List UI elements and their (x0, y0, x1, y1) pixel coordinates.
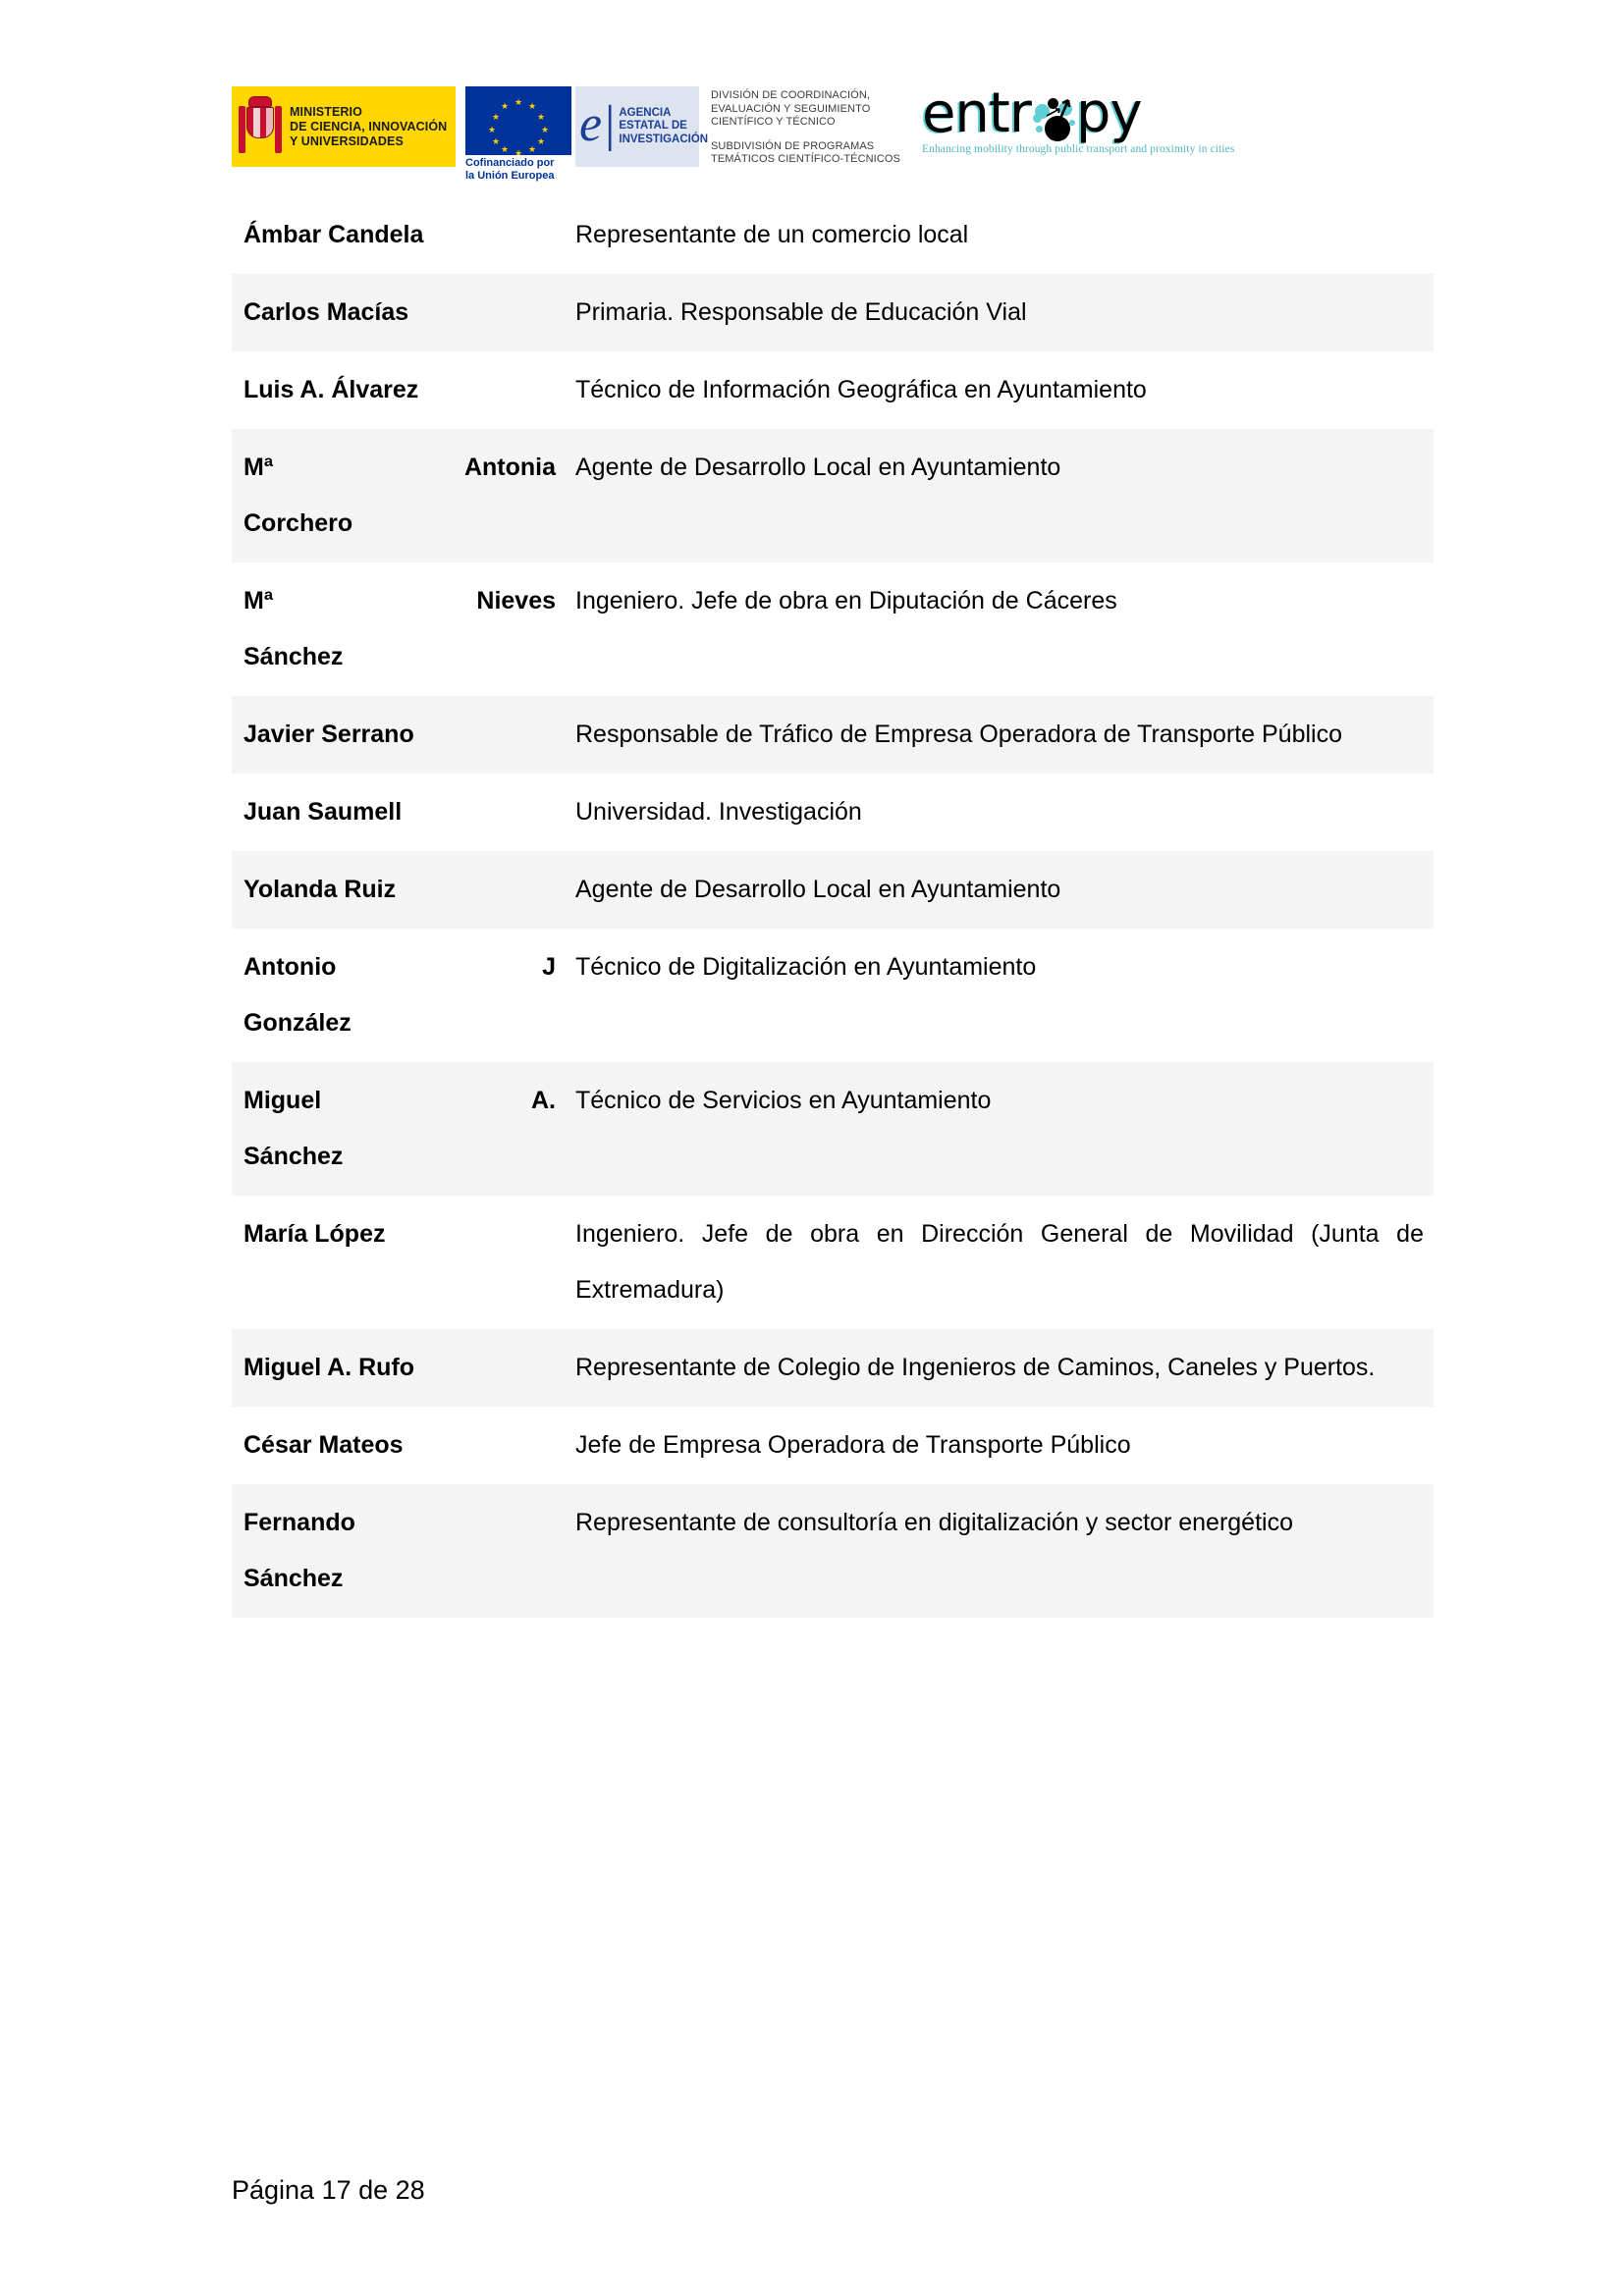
participant-role-text: Técnico de Información Geográfica en Ayuntamiento (575, 376, 1147, 403)
participant-role-cell (569, 1407, 1434, 1484)
page-footer (232, 2174, 425, 2207)
eu-flag-icon: ★ ★ ★ ★ ★ ★ ★ ★ ★ ★ ★ ★ (465, 86, 571, 155)
table-row (232, 274, 1434, 351)
participant-name-line: Mª Nieves (244, 587, 556, 614)
participant-role-cell (569, 1329, 1434, 1407)
participant-name-line: Javier Serrano (244, 721, 414, 748)
table-row (232, 1062, 1434, 1196)
participant-role-cell (569, 851, 1434, 929)
participant-role-text: Ingeniero. Jefe de obra en Dirección General de Movilidad (Junta de Extremadura) (575, 1220, 1424, 1304)
participant-role-cell (569, 1062, 1434, 1196)
participant-name-line: Sánchez (244, 643, 344, 670)
table-row (232, 1407, 1434, 1484)
logo-strip (232, 81, 1392, 185)
table-row (232, 929, 1434, 1062)
division-block-1 (711, 89, 900, 130)
participant-role-cell (569, 696, 1434, 774)
participant-name-line: Miguel A. Rufo (244, 1354, 415, 1381)
ministerio-logo (232, 86, 456, 167)
participant-role-text: Ingeniero. Jefe de obra en Diputación de Cáceres (575, 587, 1117, 614)
table-row (232, 774, 1434, 851)
participant-name-line: María López (244, 1220, 386, 1248)
participant-name-cell (232, 274, 569, 351)
aei-monogram-icon: e| (579, 96, 617, 152)
entropy-molecule-icon (1031, 90, 1076, 141)
participant-name-cell (232, 774, 569, 851)
ministerio-line-1: MINISTERIO (290, 104, 362, 119)
header-logo-band (232, 81, 1392, 185)
participants-table-body (232, 196, 1434, 1618)
entropy-tagline: Enhancing mobility through public transport and proximity in cities (921, 143, 1235, 155)
table-row (232, 351, 1434, 429)
participant-role-cell (569, 274, 1434, 351)
participant-name-cell (232, 351, 569, 429)
division-b1-line-2: EVALUACIÓN Y SEGUIMIENTO (711, 102, 871, 115)
spain-coat-of-arms-icon (238, 96, 283, 157)
participant-role-text: Representante de un comercio local (575, 221, 969, 248)
participant-name-line: Carlos Macías (244, 298, 409, 326)
participant-name-line: Antonio J (244, 953, 556, 981)
participant-name-line: Luis A. Álvarez (244, 376, 419, 403)
participant-name-line: Sánchez (244, 1143, 344, 1170)
eu-caption-line-2: la Unión Europea (465, 170, 555, 182)
division-text-block (711, 86, 900, 167)
participant-role-text: Representante de consultoría en digitalización y sector energético (575, 1509, 1293, 1536)
aei-line-1: AGENCIA (619, 106, 672, 119)
participant-role-text: Agente de Desarrollo Local en Ayuntamiento (575, 454, 1061, 481)
participant-name-cell (232, 1196, 569, 1329)
participant-name-cell (232, 1062, 569, 1196)
participant-name-cell (232, 929, 569, 1062)
participant-role-cell (569, 429, 1434, 562)
aei-line-3: INVESTIGACIÓN (619, 133, 709, 145)
participant-name-line: Mª Antonia (244, 454, 556, 481)
participant-role-text: Primaria. Responsable de Educación Vial (575, 298, 1027, 326)
ministerio-line-2: DE CIENCIA, INNOVACIÓN (290, 119, 448, 133)
participant-name-line: González (244, 1009, 352, 1037)
table-row (232, 851, 1434, 929)
participant-role-cell (569, 929, 1434, 1062)
participant-name-cell (232, 851, 569, 929)
participants-table (232, 196, 1434, 1618)
table-row (232, 1484, 1434, 1618)
aei-line-2: ESTATAL DE (619, 120, 687, 133)
participant-name-line: Yolanda Ruiz (244, 876, 397, 903)
table-row (232, 1329, 1434, 1407)
aei-text (619, 107, 708, 147)
division-b1-line-3: CIENTÍFICO Y TÉCNICO (711, 116, 836, 128)
participant-name-cell (232, 429, 569, 562)
table-row (232, 429, 1434, 562)
european-union-logo (465, 86, 571, 183)
participant-name-cell (232, 696, 569, 774)
participant-name-cell (232, 562, 569, 696)
entropy-wordmark (921, 81, 1187, 145)
participant-name-line: Miguel A. (244, 1087, 556, 1114)
participant-name-cell (232, 1407, 569, 1484)
participant-role-text: Responsable de Tráfico de Empresa Operadora de Transporte Público (575, 721, 1343, 748)
participant-role-cell (569, 774, 1434, 851)
agencia-estatal-investigacion-logo (575, 86, 709, 167)
page-number-label: Página 17 de 28 (232, 2175, 425, 2205)
entropy-word-before: entr (921, 81, 1031, 145)
participant-role-text: Técnico de Servicios en Ayuntamiento (575, 1087, 992, 1114)
participant-name-line: César Mateos (244, 1431, 404, 1459)
participant-name-cell (232, 1329, 569, 1407)
eu-caption (465, 157, 571, 183)
participant-role-text: Técnico de Digitalización en Ayuntamiento (575, 953, 1037, 981)
participant-name-line: Corchero (244, 509, 353, 537)
participant-role-cell (569, 351, 1434, 429)
table-row (232, 196, 1434, 274)
participant-name-cell (232, 1484, 569, 1618)
participant-name-line: Fernando (244, 1509, 355, 1536)
eu-caption-line-1: Cofinanciado por (465, 157, 555, 169)
table-row (232, 1196, 1434, 1329)
participant-role-cell (569, 1484, 1434, 1618)
division-b2-line-1: SUBDIVISIÓN DE PROGRAMAS (711, 139, 875, 152)
division-b2-line-2: TEMÁTICOS CIENTÍFICO-TÉCNICOS (711, 153, 900, 165)
participant-role-text: Agente de Desarrollo Local en Ayuntamiento (575, 876, 1061, 903)
participant-name-line: Ámbar Candela (244, 221, 424, 248)
entropy-project-logo (921, 81, 1235, 155)
participant-role-text: Representante de Colegio de Ingenieros de Caminos, Caneles y Puertos. (575, 1354, 1376, 1381)
table-row (232, 562, 1434, 696)
participant-role-text: Jefe de Empresa Operadora de Transporte Público (575, 1431, 1131, 1459)
participant-role-cell (569, 196, 1434, 274)
participant-role-cell (569, 1196, 1434, 1329)
participant-name-cell (232, 196, 569, 274)
participant-name-line: Sánchez (244, 1565, 344, 1592)
entropy-word-after: py (1075, 81, 1142, 145)
participant-role-text: Universidad. Investigación (575, 798, 862, 826)
table-row (232, 696, 1434, 774)
division-block-2 (711, 140, 900, 167)
participant-name-line: Juan Saumell (244, 798, 403, 826)
division-b1-line-1: DIVISIÓN DE COORDINACIÓN, (711, 89, 871, 101)
participant-role-cell (569, 562, 1434, 696)
ministerio-text (290, 105, 447, 149)
ministerio-line-3: Y UNIVERSIDADES (290, 133, 404, 148)
